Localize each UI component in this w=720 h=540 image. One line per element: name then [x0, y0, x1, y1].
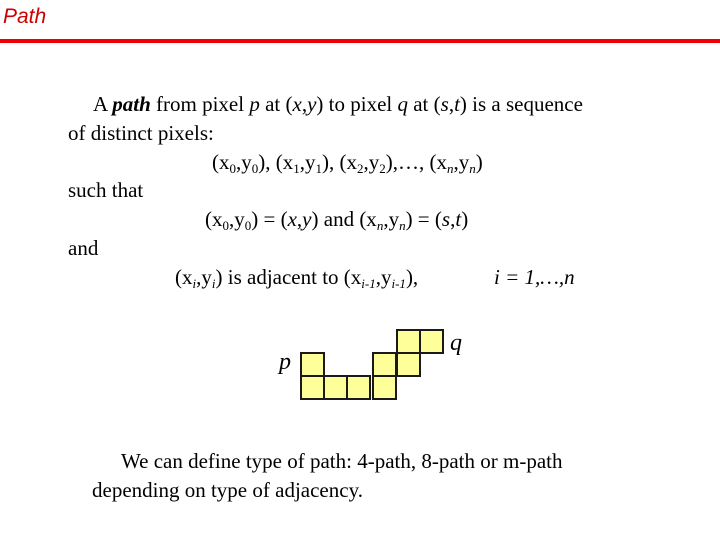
text: (x: [175, 265, 193, 289]
var-s: s: [440, 92, 449, 116]
index-range: i = 1,…,n: [494, 265, 575, 289]
subscript: i-1: [361, 276, 376, 291]
subscript: 2: [379, 161, 386, 176]
label-p: p: [279, 349, 291, 375]
text: ): [461, 207, 469, 231]
text: ,y: [363, 150, 380, 174]
subscript: i: [192, 276, 197, 291]
text: ) = (: [251, 207, 288, 231]
subscript: i: [211, 276, 216, 291]
text: ) and (x: [311, 207, 377, 231]
subscript: n: [399, 218, 406, 233]
text: from pixel: [150, 92, 250, 116]
subscript: n: [469, 161, 476, 176]
text: ) = (: [405, 207, 442, 231]
definition-line-2: of distinct pixels:: [68, 121, 214, 145]
text: ): [475, 150, 483, 174]
text: ,y: [453, 150, 470, 174]
subscript: n: [447, 161, 454, 176]
subscript: i-1: [391, 276, 406, 291]
label-q: q: [450, 330, 462, 356]
text: ) to pixel: [316, 92, 398, 116]
var-x: x: [292, 92, 302, 116]
text: (x: [205, 207, 223, 231]
and-label: and: [68, 236, 99, 260]
text: ,: [296, 207, 303, 231]
subscript: 0: [229, 161, 236, 176]
subscript: 0: [244, 218, 252, 233]
slide-title: Path: [3, 5, 47, 28]
text: ,: [448, 92, 455, 116]
subscript: 1: [293, 161, 300, 176]
subscript: 2: [357, 161, 364, 176]
text: at (: [259, 92, 293, 116]
var-s: s: [441, 207, 451, 231]
var-p: p: [249, 92, 260, 116]
text: at (: [407, 92, 441, 116]
text: ,y: [229, 207, 245, 231]
term-path: path: [112, 92, 151, 116]
such-that-label: such that: [68, 178, 144, 202]
text: ,y: [196, 265, 212, 289]
text: A: [93, 92, 113, 116]
var-y: y: [307, 92, 317, 116]
var-t: t: [454, 92, 460, 116]
text: ) is adjacent to (x: [215, 265, 362, 289]
text: ,y: [383, 207, 400, 231]
footer-line-1: We can define type of path: 4-path, 8-path or m-path: [121, 449, 563, 473]
text: ),: [405, 265, 419, 289]
pixel-cell: [324, 376, 347, 399]
text: ),…, (x: [385, 150, 447, 174]
footer-line-2: depending on type of adjacency.: [92, 478, 363, 502]
text: ) is a sequence: [459, 92, 583, 116]
text: ,y: [375, 265, 392, 289]
var-y: y: [302, 207, 312, 231]
pixel-cell: [397, 330, 420, 353]
subscript: 0: [251, 161, 259, 176]
text: ,: [301, 92, 308, 116]
pixel-cell: [373, 376, 396, 399]
pixel-cell: [397, 353, 420, 376]
pixel-cell: [301, 376, 324, 399]
text: ), (x: [258, 150, 294, 174]
pixel-cell: [347, 376, 370, 399]
text: ), (x: [322, 150, 357, 174]
text: ,y: [236, 150, 252, 174]
text: (x: [212, 150, 230, 174]
pixel-cell: [373, 353, 396, 376]
var-q: q: [397, 92, 408, 116]
subscript: n: [376, 218, 384, 233]
var-x: x: [287, 207, 297, 231]
pixel-cell: [301, 353, 324, 376]
subscript: 1: [315, 161, 322, 176]
text: ,: [450, 207, 456, 231]
text: ,y: [299, 150, 316, 174]
subscript: 0: [222, 218, 229, 233]
pixel-cell: [420, 330, 443, 353]
var-t: t: [455, 207, 462, 231]
